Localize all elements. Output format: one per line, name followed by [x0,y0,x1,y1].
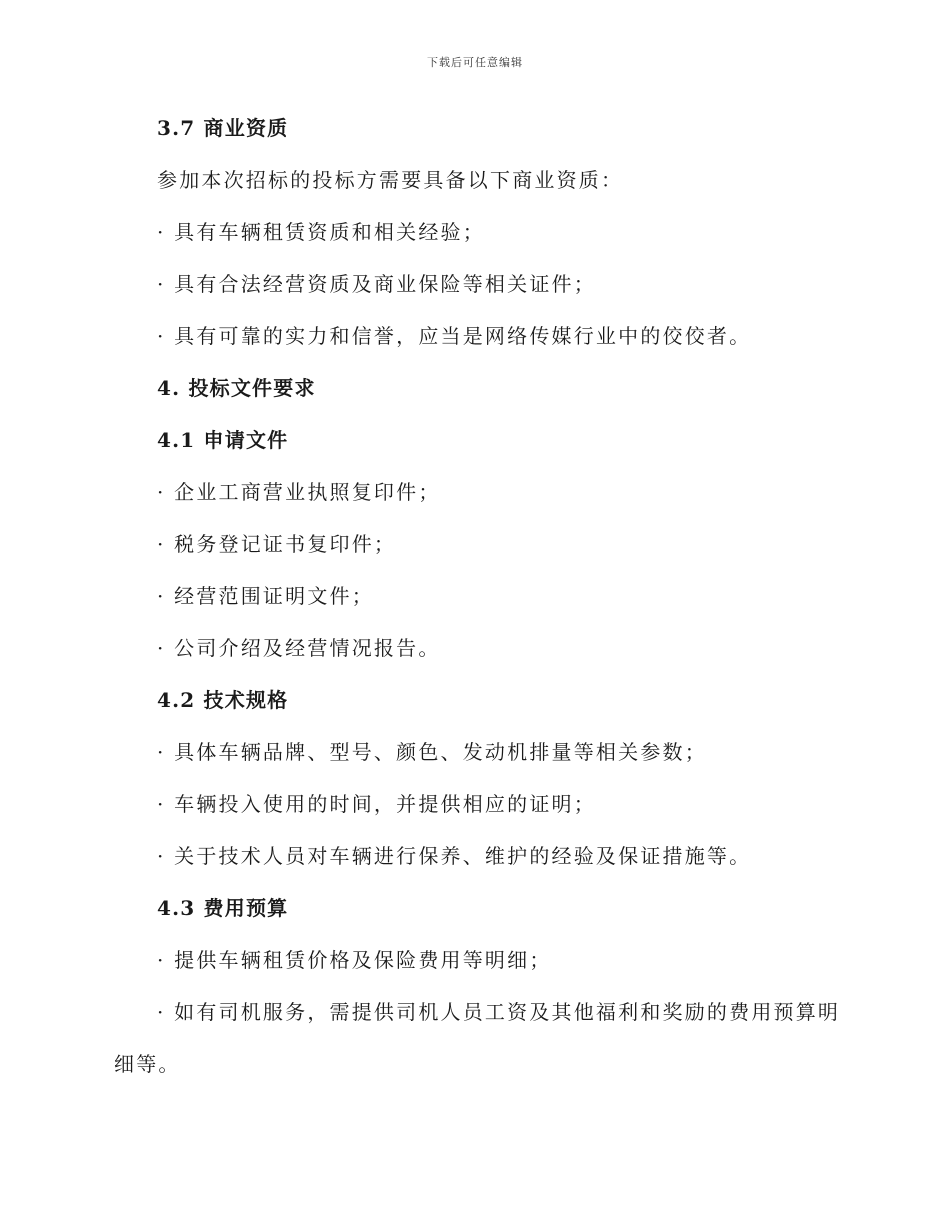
list-item: · 公司介绍及经营情况报告。 [157,636,441,660]
list-item: · 具有合法经营资质及商业保险等相关证件； [157,272,596,296]
section-heading-3-7: 3.7 商业资质 [157,116,289,140]
section-heading-4-3: 4.3 费用预算 [157,896,289,920]
list-item: · 具有车辆租赁资质和相关经验； [157,220,485,244]
paragraph-intro: 参加本次招标的投标方需要具备以下商业资质： [157,168,624,192]
wrapped-list-item-line-2: 细等。 [114,1052,181,1076]
header-note: 下载后可任意编辑 [427,56,523,69]
wrapped-list-item-line-1: · 如有司机服务，需提供司机人员工资及其他福利和奖励的费用预算明 [157,1000,841,1024]
list-item: · 具有可靠的实力和信誉，应当是网络传媒行业中的佼佼者。 [157,324,752,348]
list-item: · 车辆投入使用的时间，并提供相应的证明； [157,792,596,816]
section-heading-4-2: 4.2 技术规格 [157,688,289,712]
list-item: · 企业工商营业执照复印件； [157,480,441,504]
list-item: · 关于技术人员对车辆进行保养、维护的经验及保证措施等。 [157,844,752,868]
list-item: · 具体车辆品牌、型号、颜色、发动机排量等相关参数； [157,740,707,764]
wrapped-list-item [114,986,841,1090]
section-heading-4-1: 4.1 申请文件 [157,428,289,452]
list-item: · 经营范围证明文件； [157,584,374,608]
list-item: · 提供车辆租赁价格及保险费用等明细； [157,948,552,972]
document-body [114,108,841,1090]
section-heading-4: 4. 投标文件要求 [157,376,316,400]
list-item: · 税务登记证书复印件； [157,532,397,556]
